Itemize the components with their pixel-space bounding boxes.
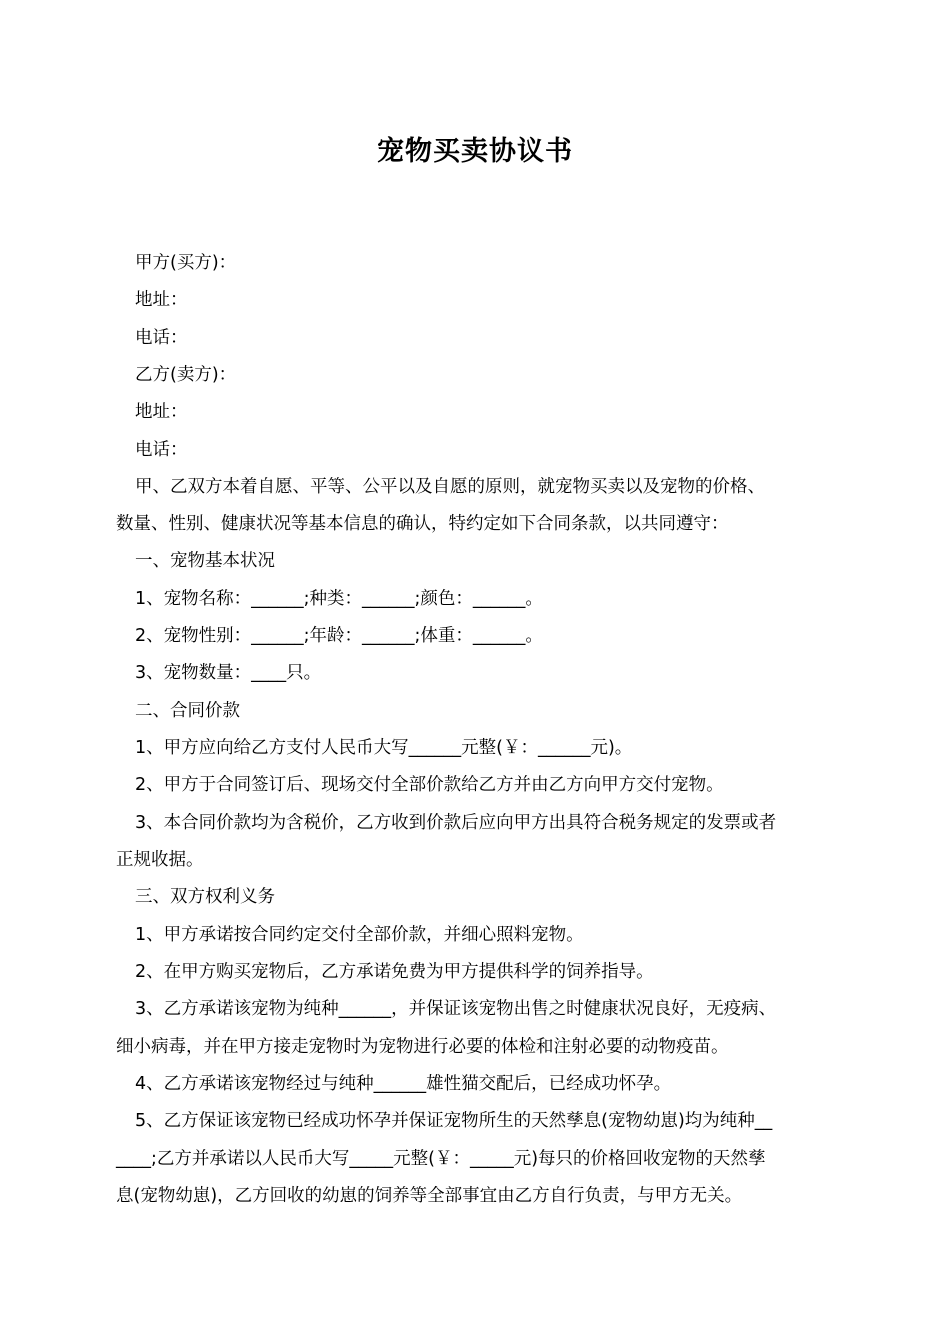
section-3-item-5-line-2: ____;乙方并承诺以人民币大写_____元整(￥：_____元)每只的价格回收宠物的天然孳 xyxy=(116,1149,766,1169)
party-a-phone: 电话： xyxy=(135,328,188,348)
party-b-phone: 电话： xyxy=(135,440,188,460)
party-b-label: 乙方(卖方)： xyxy=(135,365,237,385)
section-1-item-3: 3、宠物数量：____只。 xyxy=(135,663,322,683)
section-2-item-2: 2、甲方于合同签订后、现场交付全部价款给乙方并由乙方向甲方交付宠物。 xyxy=(135,775,724,795)
section-3-heading: 三、双方权利义务 xyxy=(135,887,275,907)
section-1-heading: 一、宠物基本状况 xyxy=(135,551,275,571)
preamble-line-1: 甲、乙双方本着自愿、平等、公平以及自愿的原则，就宠物买卖以及宠物的价格、 xyxy=(135,477,765,497)
section-3-item-1: 1、甲方承诺按合同约定交付全部价款，并细心照料宠物。 xyxy=(135,925,584,945)
section-2-item-3-line-1: 3、本合同价款均为含税价，乙方收到价款后应向甲方出具符合税务规定的发票或者 xyxy=(135,813,777,833)
party-a-label: 甲方(买方)： xyxy=(135,253,237,273)
section-3-item-2: 2、在甲方购买宠物后，乙方承诺免费为甲方提供科学的饲养指导。 xyxy=(135,962,654,982)
section-2-heading: 二、合同价款 xyxy=(135,701,240,721)
section-3-item-5-line-1: 5、乙方保证该宠物已经成功怀孕并保证宠物所生的天然孳息(宠物幼崽)均为纯种__ xyxy=(135,1111,773,1131)
party-b-address: 地址： xyxy=(135,402,188,422)
document-title: 宠物买卖协议书 xyxy=(377,136,573,167)
section-1-item-1: 1、宠物名称：______;种类：______;颜色：______。 xyxy=(135,589,543,609)
section-2-item-3-line-2: 正规收据。 xyxy=(116,850,204,870)
section-2-item-1: 1、甲方应向给乙方支付人民币大写______元整(￥：______元)。 xyxy=(135,738,633,758)
section-3-item-3-line-1: 3、乙方承诺该宠物为纯种______，并保证该宠物出售之时健康状况良好，无疫病、 xyxy=(135,999,777,1019)
section-3-item-3-line-2: 细小病毒，并在甲方接走宠物时为宠物进行必要的体检和注射必要的动物疫苗。 xyxy=(116,1037,729,1057)
preamble-line-2: 数量、性别、健康状况等基本信息的确认，特约定如下合同条款，以共同遵守： xyxy=(116,514,729,534)
section-1-item-2: 2、宠物性别：______;年龄：______;体重：______。 xyxy=(135,626,543,646)
section-3-item-5-line-3: 息(宠物幼崽)，乙方回收的幼崽的饲养等全部事宜由乙方自行负责，与甲方无关。 xyxy=(116,1186,743,1206)
party-a-address: 地址： xyxy=(135,290,188,310)
section-3-item-4: 4、乙方承诺该宠物经过与纯种______雄性猫交配后，已经成功怀孕。 xyxy=(135,1074,672,1094)
